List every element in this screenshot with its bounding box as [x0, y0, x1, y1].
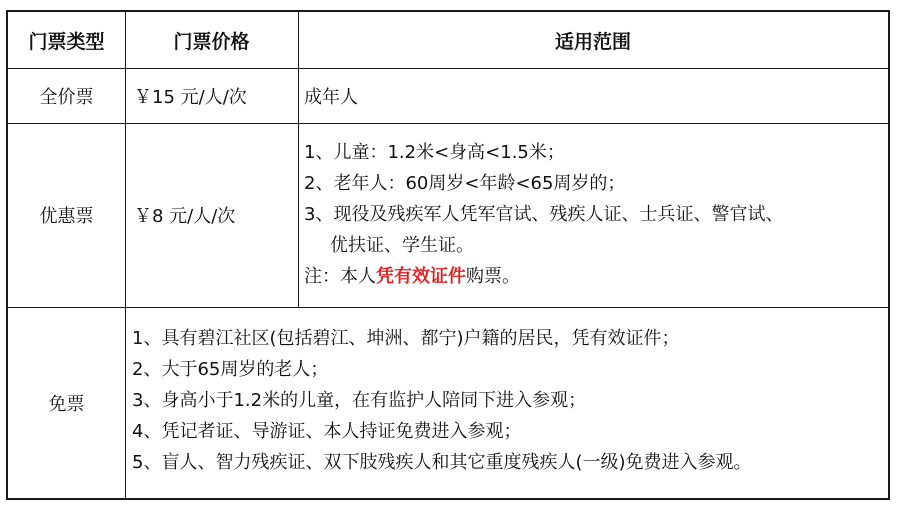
discount-rule-2: 2、老年人：60周岁<年龄<65周岁的； — [304, 173, 626, 194]
discount-ticket-type: 优惠票 — [39, 206, 94, 227]
header-type: 门票类型 — [28, 30, 105, 53]
discount-rule-1: 1、儿童：1.2米<身高<1.5米； — [304, 142, 565, 163]
free-ticket-scope — [132, 323, 888, 478]
header-scope: 适用范围 — [554, 30, 631, 53]
ticket-table — [6, 10, 890, 500]
free-rule-4: 4、凭记者证、导游证、本人持证免费进入参观； — [132, 421, 522, 442]
free-rule-5: 5、盲人、智力残疾证、双下肢残疾人和其它重度残疾人(一级)免费进入参观。 — [132, 452, 752, 473]
free-rule-3: 3、身高小于1.2米的儿童，在有监护人陪同下进入参观； — [132, 390, 587, 411]
full-ticket-scope: 成年人 — [304, 86, 358, 108]
discount-rule-3-continued: 优扶证、学生证。 — [330, 235, 474, 256]
free-rule-1: 1、具有碧江社区(包括碧江、坤洲、都宁)户籍的居民，凭有效证件； — [132, 328, 680, 349]
column-divider — [125, 12, 126, 498]
full-ticket-type: 全价票 — [39, 86, 94, 108]
note-prefix: 注：本人 — [304, 266, 376, 287]
note-suffix: 购票。 — [466, 266, 520, 287]
discount-note — [304, 261, 888, 292]
discount-ticket-scope — [304, 137, 888, 292]
discount-rule-3: 3、现役及残疾军人凭军官试、残疾人证、士兵证、警官试、 — [304, 204, 784, 225]
free-rule-2: 2、大于65周岁的老人； — [132, 359, 329, 380]
discount-ticket-price: ￥8 元/人/次 — [134, 206, 236, 227]
header-price: 门票价格 — [173, 30, 250, 53]
note-highlight: 凭有效证件 — [376, 266, 466, 287]
full-ticket-price: ￥15 元/人/次 — [134, 86, 247, 108]
row-divider — [8, 307, 888, 308]
free-ticket-type: 免票 — [48, 393, 85, 415]
